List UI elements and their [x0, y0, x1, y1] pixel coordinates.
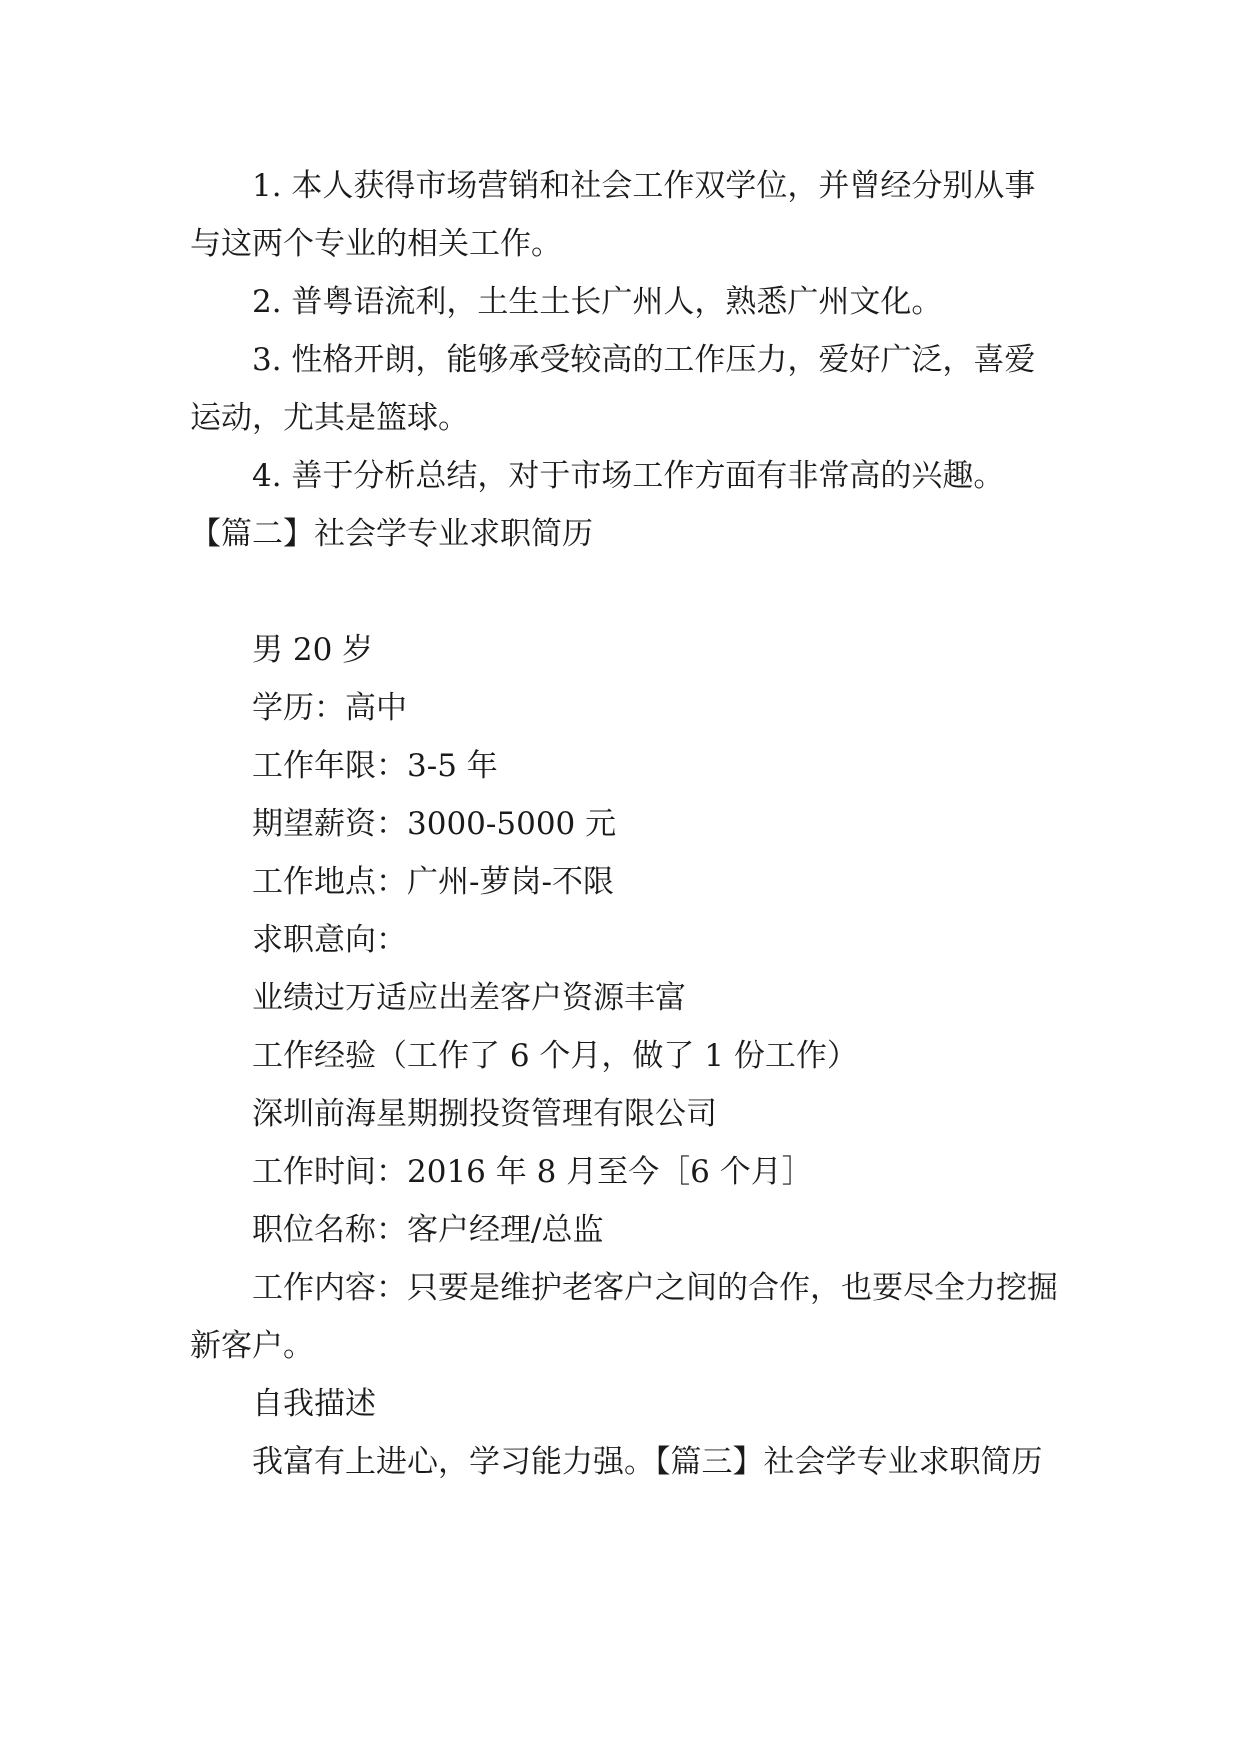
blank-line [190, 563, 1060, 621]
self-description-label: 自我描述 [252, 1386, 376, 1422]
expected-salary: 期望薪资：3000-5000 元 [252, 806, 617, 842]
paragraph-1: 1. 本人获得市场营销和社会工作双学位，并曾经分别从事与这两个专业的相关工作。 [190, 168, 1036, 262]
work-content: 工作内容：只要是维护老客户之间的合作，也要尽全力挖掘新客户。 [190, 1270, 1058, 1364]
paragraph-4: 4. 善于分析总结，对于市场工作方面有非常高的兴趣。 [252, 458, 1005, 494]
position-title: 职位名称：客户经理/总监 [252, 1212, 604, 1248]
section-heading-part2: 【篇二】社会学专业求职简历 [190, 516, 593, 552]
education: 学历：高中 [252, 690, 407, 726]
work-years: 工作年限：3-5 年 [252, 748, 498, 784]
work-period: 工作时间：2016 年 8 月至今［6 个月］ [252, 1154, 813, 1190]
job-intention-value: 业绩过万适应出差客户资源丰富 [252, 980, 686, 1016]
self-description-text: 我富有上进心，学习能力强。【篇三】社会学专业求职简历 [252, 1444, 1043, 1480]
document-body [190, 157, 1060, 1491]
experience-summary: 工作经验（工作了 6 个月，做了 1 份工作） [252, 1038, 858, 1074]
gender-age: 男 20 岁 [252, 632, 374, 668]
company-name: 深圳前海星期捌投资管理有限公司 [252, 1096, 717, 1132]
job-intention-label: 求职意向： [252, 922, 407, 958]
paragraph-3: 3. 性格开朗，能够承受较高的工作压力，爱好广泛，喜爱运动，尤其是篮球。 [190, 342, 1036, 436]
paragraph-2: 2. 普粤语流利，土生土长广州人，熟悉广州文化。 [252, 284, 943, 320]
work-location: 工作地点：广州-萝岗-不限 [252, 864, 614, 900]
